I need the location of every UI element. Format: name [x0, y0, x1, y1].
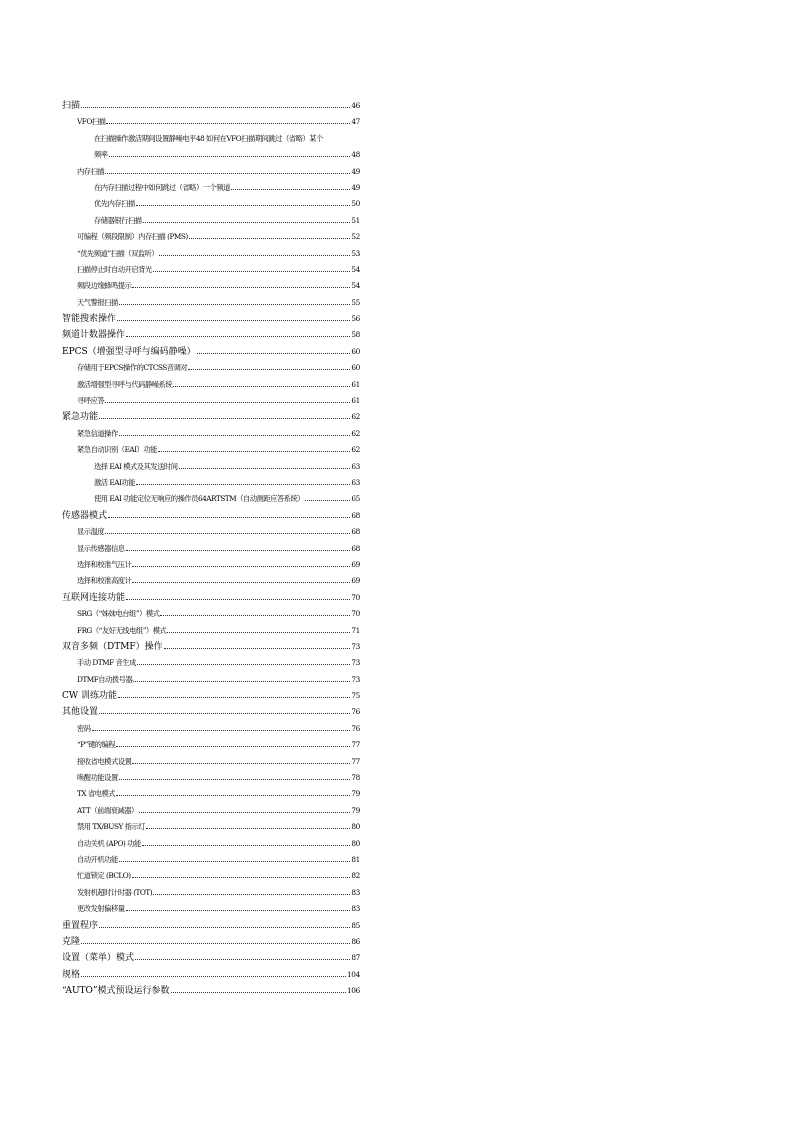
toc-entry-title: ATT（前端衰减器） [77, 805, 138, 815]
toc-entry[interactable] [62, 475, 360, 491]
toc-entry-page: 86 [351, 936, 360, 946]
toc-entry-title: TX 省电模式 [77, 789, 116, 799]
dot-leader [105, 533, 350, 534]
toc-entry-title: 手动 DTMF 音生成 [77, 658, 136, 668]
toc-entry-page: 73 [351, 658, 360, 668]
toc-entry-page: 58 [351, 330, 360, 340]
toc-entry-title: 扫描 [62, 101, 81, 111]
toc-entry-page: 60 [351, 363, 360, 373]
dot-leader [160, 615, 350, 616]
toc-entry[interactable] [62, 262, 360, 278]
toc-entry-page: 62 [351, 428, 360, 438]
dot-leader [105, 173, 350, 174]
toc-entry-title: 显示温度 [77, 527, 105, 537]
toc-entry[interactable] [62, 344, 360, 360]
table-of-contents [62, 98, 360, 999]
toc-entry-page: 68 [351, 543, 360, 553]
toc-entry[interactable] [62, 327, 360, 343]
toc-entry[interactable] [62, 836, 360, 852]
toc-entry-title: 可编程（频段限制）内存扫描 (PMS) [77, 232, 188, 242]
toc-entry[interactable] [62, 688, 360, 704]
dot-leader [126, 910, 351, 911]
dot-leader [106, 123, 350, 124]
toc-entry-title: 显示传感器信息 [77, 543, 125, 553]
dot-leader [231, 189, 350, 190]
toc-entry-title: 紧急信道操作 [77, 428, 118, 438]
toc-entry-page: 70 [351, 592, 360, 602]
dot-leader [133, 681, 350, 682]
toc-entry[interactable] [62, 590, 360, 606]
toc-entry-title: 扫描停止时自动开启背光 [77, 264, 152, 274]
dot-leader [179, 468, 351, 469]
toc-entry-page: 71 [351, 625, 360, 635]
toc-entry[interactable] [62, 770, 360, 786]
dot-leader [117, 320, 350, 321]
toc-entry[interactable] [62, 164, 360, 180]
dot-leader [142, 845, 351, 846]
toc-entry-page: 69 [351, 576, 360, 586]
toc-entry-page: 69 [351, 559, 360, 569]
dot-leader [171, 992, 346, 993]
toc-entry[interactable] [62, 704, 360, 720]
toc-entry[interactable] [62, 541, 360, 557]
dot-leader [119, 304, 351, 305]
toc-entry-title: 存储器银行扫描 [94, 215, 142, 225]
toc-entry[interactable] [62, 459, 360, 475]
toc-entry[interactable] [62, 377, 360, 393]
toc-entry-title: 密码 [77, 723, 91, 733]
dot-leader [197, 353, 351, 354]
toc-entry-page: 83 [351, 904, 360, 914]
toc-entry[interactable] [62, 819, 360, 835]
toc-entry-title: 选择 EAI 模式及其发送时间 [94, 461, 178, 471]
toc-entry[interactable] [62, 311, 360, 327]
toc-entry-page: 77 [351, 740, 360, 750]
toc-entry[interactable] [62, 950, 360, 966]
toc-entry[interactable] [62, 786, 360, 802]
toc-entry-page: 60 [351, 346, 360, 356]
toc-entry-title: 发射机超时计时器 (TOT) [77, 887, 153, 897]
toc-entry[interactable] [62, 131, 360, 147]
dot-leader [81, 107, 350, 108]
toc-entry[interactable] [62, 409, 360, 425]
dot-leader [132, 566, 350, 567]
toc-entry[interactable] [62, 180, 360, 196]
dot-leader [132, 582, 350, 583]
toc-entry-title: 唤醒功能设置 [77, 773, 118, 783]
toc-entry-title: 接收省电模式设置 [77, 756, 132, 766]
toc-entry-title: 自动关机 (APO) 功能 [77, 838, 141, 848]
toc-entry-title: EPCS（增强型寻呼与编码静噪） [62, 346, 196, 357]
toc-entry[interactable] [62, 934, 360, 950]
toc-entry[interactable] [62, 196, 360, 212]
toc-entry[interactable] [62, 737, 360, 753]
toc-entry-page: 79 [351, 789, 360, 799]
dot-leader [173, 386, 350, 387]
toc-entry-title: 忙道锁定 (BCLO) [77, 871, 131, 881]
toc-entry-title: 智能搜索操作 [62, 314, 117, 325]
toc-entry-page: 85 [351, 920, 360, 930]
dot-leader [119, 779, 351, 780]
toc-entry-title: 存储用于EPCS操作的CTCSS音调对 [77, 363, 188, 373]
dot-leader [132, 287, 350, 288]
toc-entry[interactable] [62, 639, 360, 655]
toc-entry-page: 80 [351, 838, 360, 848]
toc-entry-title: 优先内存扫描 [94, 199, 135, 209]
dot-leader [158, 451, 350, 452]
toc-entry-page: 53 [351, 248, 360, 258]
toc-entry[interactable] [62, 278, 360, 294]
toc-entry-title: 更改发射偏移量 [77, 904, 125, 914]
toc-entry-title: 激活增强型寻呼与代码静噪系统 [77, 379, 173, 389]
toc-entry-title: 互联网连接功能 [62, 592, 126, 603]
toc-entry[interactable] [62, 557, 360, 573]
dot-leader [108, 517, 350, 518]
toc-entry-title: “AUTO”模式预设运行参数 [62, 986, 170, 997]
toc-entry-title: 频道计数器操作 [62, 330, 126, 341]
toc-entry[interactable] [62, 98, 360, 114]
toc-entry-page: 106 [346, 986, 360, 996]
toc-entry-title: 频段边缘蜂鸣提示 [77, 281, 132, 291]
dot-leader [137, 664, 350, 665]
toc-entry-page: 48 [351, 150, 360, 160]
toc-entry-page: 68 [351, 527, 360, 537]
toc-entry-page: 50 [351, 199, 360, 209]
dot-leader [119, 435, 351, 436]
toc-entry[interactable] [62, 918, 360, 934]
toc-entry-page: 80 [351, 822, 360, 832]
toc-entry-title: 寻呼应答 [77, 396, 105, 406]
toc-entry-page: 52 [351, 232, 360, 242]
dot-leader [105, 402, 350, 403]
dot-leader [139, 812, 350, 813]
dot-leader [189, 238, 351, 239]
toc-entry-title: 选择和校准气压计 [77, 559, 132, 569]
toc-entry-title: FRG（“友好无线电组”）模式 [77, 625, 167, 635]
toc-entry[interactable] [62, 721, 360, 737]
toc-entry-page: 65 [351, 494, 360, 504]
toc-entry[interactable] [62, 672, 360, 688]
toc-entry[interactable] [62, 246, 360, 262]
toc-entry-title: DTMF自动拨号器 [77, 674, 133, 684]
toc-entry[interactable] [62, 508, 360, 524]
toc-entry[interactable] [62, 901, 360, 917]
toc-entry-title: 规格 [62, 969, 81, 980]
toc-entry-page: 46 [351, 101, 360, 110]
toc-entry-page: 55 [351, 297, 360, 307]
toc-entry-page: 70 [351, 609, 360, 619]
dot-leader [99, 713, 350, 714]
dot-leader [119, 861, 351, 862]
toc-entry[interactable] [62, 803, 360, 819]
toc-entry-page: 87 [351, 953, 360, 963]
toc-entry-title: 禁用 TX/BUSY 指示灯 [77, 822, 145, 832]
toc-entry[interactable] [62, 426, 360, 442]
dot-leader [132, 877, 351, 878]
toc-entry[interactable] [62, 360, 360, 376]
toc-entry-title: “P”键的编程 [77, 740, 116, 750]
toc-entry-title: 紧急功能 [62, 412, 99, 423]
dot-leader [188, 369, 350, 370]
toc-entry[interactable] [62, 852, 360, 868]
toc-entry-title: SRG（“姊妹电台组”）模式 [77, 609, 160, 619]
toc-entry-page: 81 [351, 854, 360, 864]
dot-leader [81, 943, 350, 944]
dot-leader [153, 271, 351, 272]
toc-entry[interactable] [62, 885, 360, 901]
toc-entry-page: 68 [351, 510, 360, 520]
toc-entry[interactable] [62, 573, 360, 589]
toc-entry-title: 紧急自动识别（EAI）功能 [77, 445, 157, 455]
dot-leader [159, 255, 350, 256]
toc-entry[interactable] [62, 229, 360, 245]
toc-entry-page: 82 [351, 871, 360, 881]
toc-entry-page: 51 [351, 215, 360, 225]
dot-leader [118, 697, 350, 698]
toc-entry[interactable] [62, 655, 360, 671]
toc-entry-page: 63 [351, 477, 360, 487]
dot-leader [92, 730, 351, 731]
dot-leader [136, 205, 351, 206]
toc-entry-page: 62 [351, 445, 360, 455]
toc-entry-title: 在扫描操作激活期间设置静噪电平48 如何在VFO扫描期间跳过（省略）某个 [94, 133, 323, 143]
dot-leader [126, 336, 350, 337]
toc-entry-page: 61 [351, 396, 360, 406]
toc-entry[interactable] [62, 393, 360, 409]
dot-leader [81, 976, 346, 977]
toc-entry[interactable] [62, 623, 360, 639]
toc-entry[interactable] [62, 114, 360, 130]
dot-leader [99, 927, 350, 928]
toc-entry-title: 选择和校准高度计 [77, 576, 132, 586]
toc-entry-title: CW 训练功能 [62, 691, 117, 702]
toc-entry[interactable] [62, 147, 360, 163]
dot-leader [116, 795, 350, 796]
toc-entry-title: 自动开机功能 [77, 854, 118, 864]
dot-leader [146, 828, 350, 829]
toc-entry[interactable] [62, 754, 360, 770]
toc-entry-page: 78 [351, 773, 360, 783]
dot-leader [164, 648, 351, 649]
toc-entry-title: 使用 EAI 功能定位无响应的操作员64ARTSTM（自动测距应答系统） [94, 494, 305, 504]
toc-entry[interactable] [62, 868, 360, 884]
toc-entry-title: 内存扫描 [77, 166, 105, 176]
toc-entry[interactable] [62, 983, 360, 999]
toc-entry[interactable] [62, 295, 360, 311]
toc-entry-page: 73 [351, 674, 360, 684]
toc-entry-page: 49 [351, 166, 360, 176]
toc-entry-page: 47 [351, 117, 360, 127]
toc-entry[interactable] [62, 491, 360, 507]
toc-entry-page: 56 [351, 314, 360, 324]
dot-leader [132, 763, 350, 764]
toc-entry-title: 频率 [94, 150, 108, 160]
toc-entry-page: 49 [351, 182, 360, 192]
dot-leader [167, 632, 350, 633]
toc-entry[interactable] [62, 442, 360, 458]
toc-entry-page: 76 [351, 707, 360, 717]
dot-leader [305, 500, 350, 501]
toc-entry-page: 54 [351, 264, 360, 274]
toc-entry[interactable] [62, 606, 360, 622]
toc-entry-title: 传感器模式 [62, 510, 108, 521]
toc-entry-title: 设置（菜单）模式 [62, 953, 135, 964]
toc-entry-title: 天气警报扫描 [77, 297, 118, 307]
dot-leader [136, 484, 350, 485]
toc-entry-title: 双音多频（DTMF）操作 [62, 641, 163, 652]
toc-entry-page: 73 [351, 641, 360, 651]
toc-entry-title: 克隆 [62, 936, 81, 947]
toc-entry-title: 激活 EAI功能 [94, 477, 135, 487]
dot-leader [153, 894, 350, 895]
toc-entry-page: 62 [351, 412, 360, 422]
toc-entry-page: 76 [351, 723, 360, 733]
toc-entry-title: 其他设置 [62, 707, 99, 718]
toc-entry-page: 75 [351, 691, 360, 701]
dot-leader [109, 156, 351, 157]
toc-entry-title: “优先频道”扫描（双监听） [77, 248, 159, 258]
dot-leader [126, 599, 350, 600]
toc-entry-page: 61 [351, 379, 360, 389]
dot-leader [99, 418, 350, 419]
toc-entry-title: 在内存扫描过程中如何跳过（省略）一个频道 [94, 182, 230, 192]
dot-leader [126, 550, 351, 551]
toc-entry[interactable] [62, 213, 360, 229]
toc-entry-title: VFO扫描 [77, 117, 106, 127]
toc-entry-page: 83 [351, 887, 360, 897]
toc-entry-page: 104 [346, 969, 360, 979]
toc-entry-title: 重置程序 [62, 920, 99, 931]
toc-entry-page: 63 [351, 461, 360, 471]
dot-leader [143, 222, 351, 223]
toc-entry-page: 77 [351, 756, 360, 766]
toc-entry-page: 79 [351, 805, 360, 815]
toc-entry-page: 54 [351, 281, 360, 291]
toc-entry[interactable] [62, 524, 360, 540]
dot-leader [135, 959, 350, 960]
toc-entry[interactable] [62, 967, 360, 983]
dot-leader [116, 746, 350, 747]
